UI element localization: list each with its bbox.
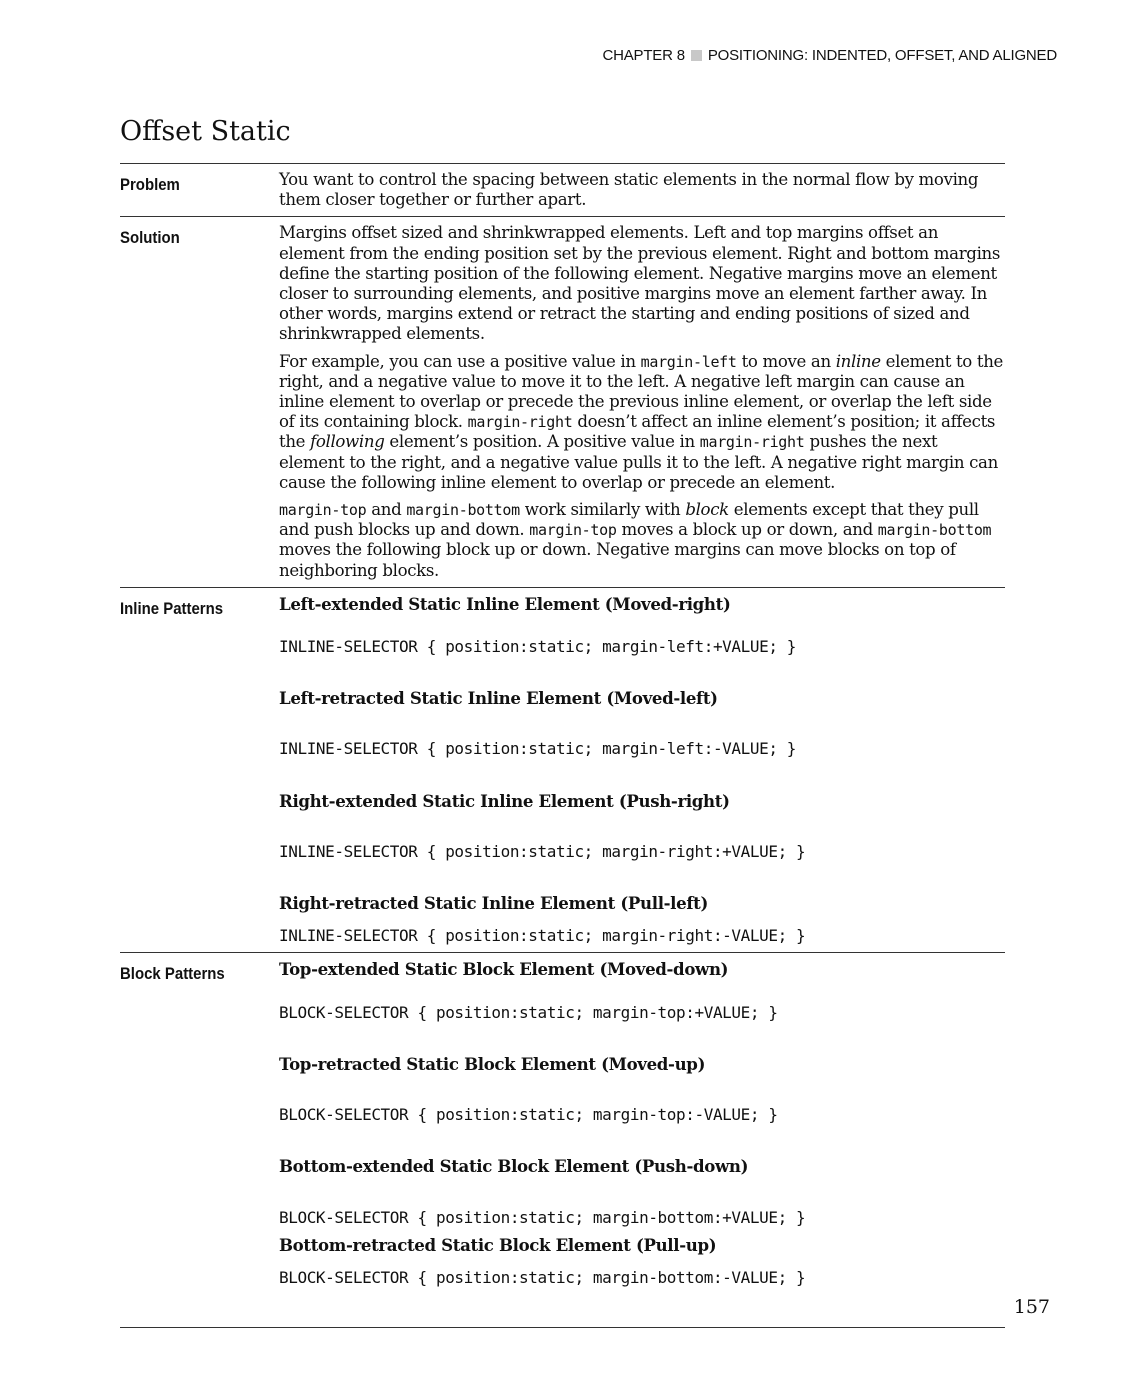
inline-patterns-content [279, 588, 1005, 953]
page-number: 157 [1013, 1296, 1050, 1318]
page-title: Offset Static [120, 116, 291, 147]
solution-content [279, 217, 1005, 586]
pattern-code: BLOCK-SELECTOR { position:static; margin-top:+VALUE; } [279, 1002, 778, 1022]
chapter-label: CHAPTER 8 [602, 47, 685, 64]
section-label: POSITIONING: INDENTED, OFFSET, AND ALIGNED [707, 47, 1057, 64]
pattern-name: Right-retracted Static Inline Element (Pull-left) [279, 893, 708, 914]
block-patterns-content [279, 953, 1005, 1327]
pattern-name: Bottom-retracted Static Block Element (Pull-up) [279, 1234, 717, 1255]
pattern-name: Top-extended Static Block Element (Moved-down) [279, 959, 729, 980]
pattern-code: BLOCK-SELECTOR { position:static; margin-bottom:-VALUE; } [279, 1267, 806, 1287]
pattern-code: INLINE-SELECTOR { position:static; margin-right:-VALUE; } [279, 926, 806, 946]
solution-row [120, 216, 1005, 586]
separator-square-icon [691, 50, 702, 61]
solution-paragraph-2: For example, you can use a positive value in margin-left to move an inline element to the right, and a negative value to move it to the left. A negative left margin can cause an inline element to overlap or precede the previous inline element, or overlap the left side of its containing block. margin-right doesn’t affect an inline element’s position; it affects the following element’s position. A positive value in margin-right pushes the next element to the right, and a negative value pulls it to the left. A negative right margin can cause the following inline element to overlap or precede an element. [279, 351, 1004, 492]
pattern-code: INLINE-SELECTOR { position:static; margin-left:-VALUE; } [279, 739, 797, 759]
pattern-table [120, 163, 1005, 1328]
problem-text: You want to control the spacing between static elements in the normal flow by moving them closer together or further apart. [279, 170, 979, 210]
pattern-code: INLINE-SELECTOR { position:static; margin-right:+VALUE; } [279, 841, 806, 861]
pattern-name: Left-retracted Static Inline Element (Moved-left) [279, 688, 718, 709]
solution-paragraph-3: margin-top and margin-bottom work similarly with block elements except that they pull and push blocks up and down. margin-top moves a block up or down, and margin-bottom moves the following block up or down. Negative margins can move blocks on top of neighboring blocks. [279, 500, 992, 580]
pattern-name: Right-extended Static Inline Element (Push-right) [279, 790, 730, 811]
pattern-code: BLOCK-SELECTOR { position:static; margin-bottom:+VALUE; } [279, 1207, 806, 1227]
pattern-name: Top-retracted Static Block Element (Moved-up) [279, 1053, 706, 1074]
solution-label: Solution [120, 228, 180, 248]
problem-row [120, 163, 1005, 216]
pattern-code: BLOCK-SELECTOR { position:static; margin-top:-VALUE; } [279, 1105, 778, 1125]
pattern-name: Bottom-extended Static Block Element (Push-down) [279, 1156, 749, 1177]
problem-content [279, 164, 1005, 216]
block-patterns-label: Block Patterns [120, 964, 225, 984]
pattern-name: Left-extended Static Inline Element (Moved-right) [279, 593, 731, 614]
problem-label: Problem [120, 175, 180, 194]
running-head [602, 47, 1057, 64]
solution-paragraph-1: Margins offset sized and shrinkwrapped elements. Left and top margins offset an element from the ending position set by the previous element. Right and bottom margins define the starting position of the following element. Negative margins move an element closer to surrounding elements, and positive margins move an element farther away. In other words, margins extend or retract the starting and ending positions of sized and shrinkwrapped elements. [279, 223, 1001, 344]
inline-patterns-label: Inline Patterns [120, 598, 224, 618]
pattern-code: INLINE-SELECTOR { position:static; margin-left:+VALUE; } [279, 637, 797, 657]
inline-patterns-row [120, 587, 1005, 953]
block-patterns-row [120, 952, 1005, 1328]
